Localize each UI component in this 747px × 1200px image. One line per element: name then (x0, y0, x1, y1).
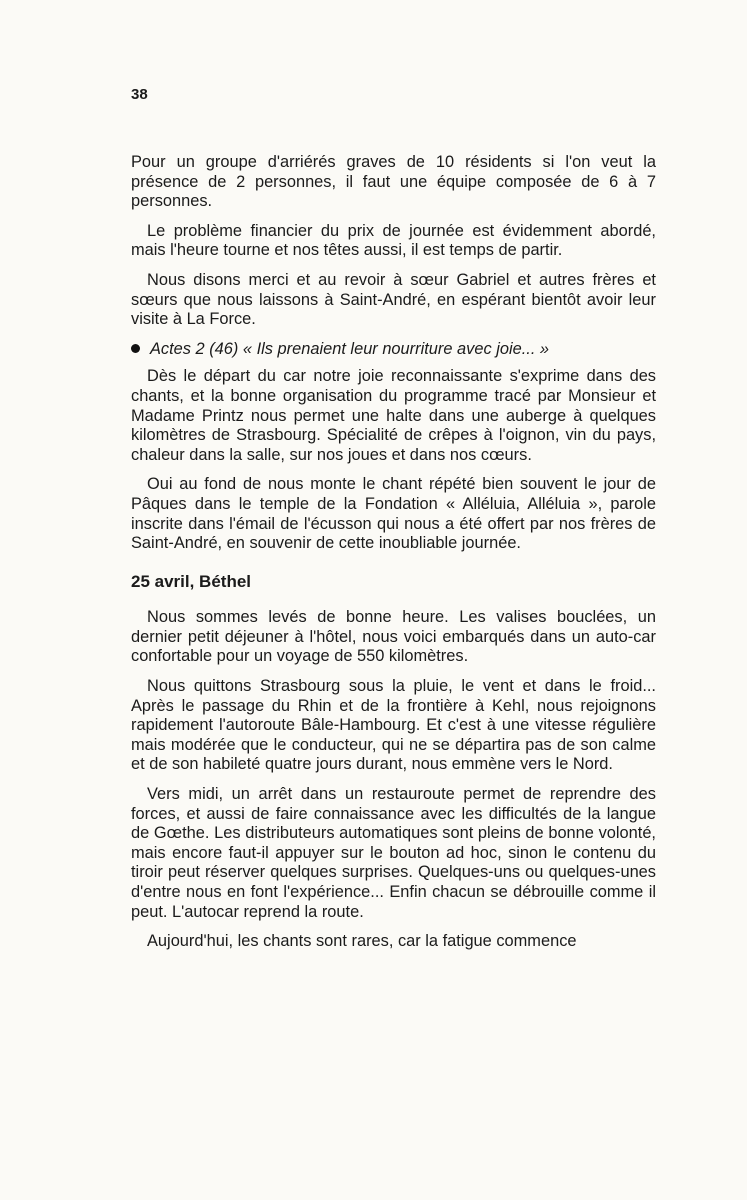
paragraph: Dès le départ du car notre joie reconnaissante s'exprime dans des chants, et la bonne organisation du programme tracé par Monsieur et Madame Printz nous permet une halte dans une auberge à quelques kilomètres de Strasbourg. Spécialité de crêpes à l'oignon, vin du pays, chaleur dans la salle, sur nos joues et dans nos cœurs. (131, 367, 656, 464)
quote-text: Actes 2 (46) « Ils prenaient leur nourriture avec joie... » (150, 339, 550, 358)
paragraph: Vers midi, un arrêt dans un restauroute permet de reprendre des forces, et aussi de faire connaissance avec les difficultés de la langue de Gœthe. Les distributeurs automatiques sont pleins de bonne volonté, mais encore faut-il appuyer sur le bouton ad hoc, sinon le contenu du tiroir peut réserver quelques surprises. Quelques-uns ou quelques-unes d'entre nous en font l'expérience... Enfin chacun se débrouille comme il peut. L'autocar reprend la route. (131, 785, 656, 921)
paragraph: Aujourd'hui, les chants sont rares, car la fatigue commence (147, 932, 577, 951)
paragraph: Nous quittons Strasbourg sous la pluie, le vent et dans le froid... Après le passage du Rhin et de la frontière à Kehl, nous rejoignons rapidement l'autoroute Bâle-Hambourg. Et c'est à une vitesse régulière mais modérée que le conducteur, qui ne se départira pas de son calme et de son habileté quatre jours durant, nous emmène vers le Nord. (131, 677, 656, 774)
paragraph: Nous sommes levés de bonne heure. Les valises bouclées, un dernier petit déjeuner à l'hôtel, nous voici embarqués dans un auto-car confortable pour un voyage de 550 kilomètres. (131, 608, 656, 666)
section-heading: 25 avril, Béthel (131, 571, 252, 591)
paragraph: Pour un groupe d'arriérés graves de 10 résidents si l'on veut la présence de 2 personnes, il faut une équipe composée de 6 à 7 personnes. (131, 153, 656, 211)
bullet-icon (131, 344, 140, 353)
paragraph: Nous disons merci et au revoir à sœur Gabriel et autres frères et sœurs que nous laissons à Saint-André, en espérant bientôt avoir leur visite à La Force. (131, 270, 656, 329)
bible-quote (131, 340, 656, 360)
paragraph: Le problème financier du prix de journée est évidemment abordé, mais l'heure tourne et nos têtes aussi, il est temps de partir. (131, 221, 656, 260)
paragraph: Oui au fond de nous monte le chant répété bien souvent le jour de Pâques dans le temple de la Fondation « Alléluia, Alléluia », parole inscrite dans l'émail de l'écusson qui nous a été offert par nos frères de Saint-André, en souvenir de cette inoubliable journée. (131, 475, 656, 553)
page-number: 38 (131, 86, 148, 103)
page-body (131, 153, 656, 962)
